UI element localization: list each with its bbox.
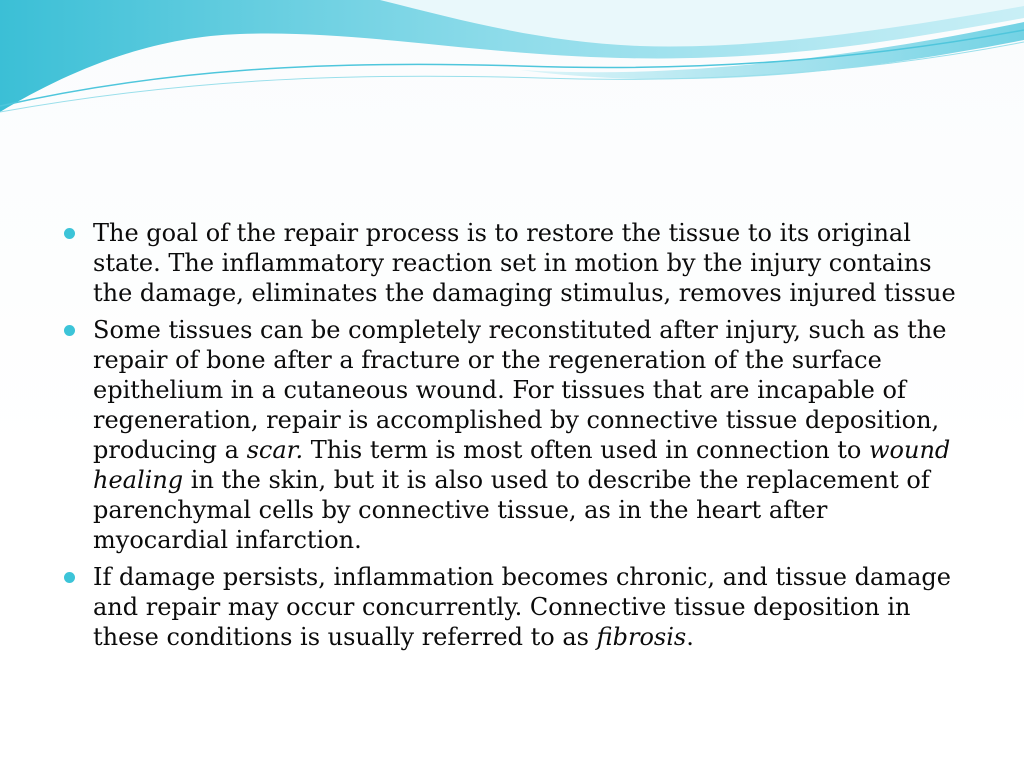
bullet-text-part: in the skin, but it is also used to describe the replacement of parenchymal cells by connective tissue, as in the heart after myocardial infarction. bbox=[93, 466, 930, 554]
bullet-item-repair-goal bbox=[62, 218, 962, 308]
bullet-item-scar bbox=[62, 315, 962, 555]
wave-header-decoration bbox=[0, 0, 1024, 130]
bullet-dot-icon bbox=[64, 228, 75, 239]
bullet-text-part: This term is most often used in connection to bbox=[303, 436, 870, 464]
bullet-text-part: . bbox=[686, 623, 694, 651]
bullet-text: The goal of the repair process is to restore the tissue to its original state. The inflammatory reaction set in motion by the injury contains the damage, eliminates the damaging stimulus, removes injured tissue bbox=[93, 219, 956, 307]
bullet-text-part: If damage persists, inflammation becomes chronic, and tissue damage and repair may occur concurrently. Connective tissue deposition in these conditions is usually referred to as bbox=[93, 563, 951, 651]
bullet-dot-icon bbox=[64, 325, 75, 336]
slide-content bbox=[62, 218, 962, 659]
term-wound-healing: wound healing bbox=[93, 436, 951, 494]
bullet-list bbox=[62, 218, 962, 652]
bullet-item-fibrosis bbox=[62, 562, 962, 652]
bullet-text-part: Some tissues can be completely reconstituted after injury, such as the repair of bone after a fracture or the regeneration of the surface epithelium in a cutaneous wound. For tissues that are incapable of regeneration, repair is accomplished by connective tissue deposition, producing a bbox=[93, 316, 947, 464]
term-fibrosis: fibrosis bbox=[596, 623, 687, 651]
bullet-dot-icon bbox=[64, 572, 75, 583]
term-scar: scar. bbox=[246, 436, 304, 464]
